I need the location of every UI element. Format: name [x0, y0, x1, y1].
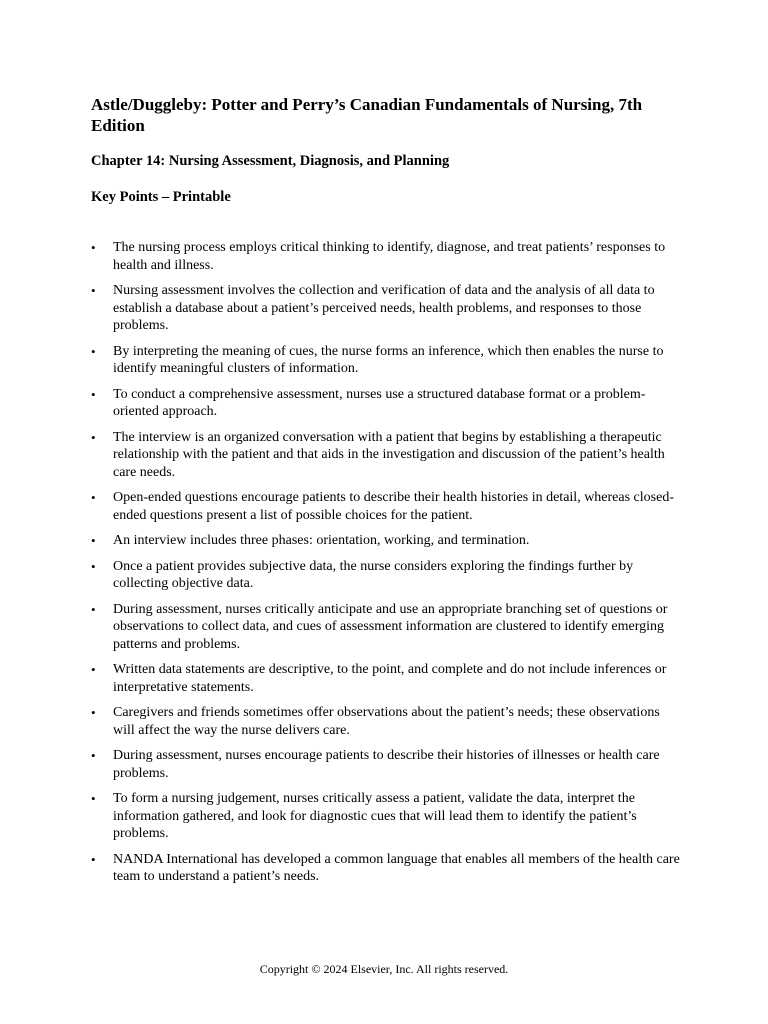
- list-item: [91, 851, 683, 886]
- bullet-icon: •: [91, 791, 96, 806]
- list-item: [91, 343, 683, 378]
- list-item: [91, 601, 683, 654]
- bullet-icon: •: [91, 748, 96, 763]
- key-point-text: Once a patient provides subjective data, the nurse considers exploring the findings further by collecting objective data.: [113, 558, 634, 591]
- list-item: [91, 532, 683, 550]
- key-point-text: Caregivers and friends sometimes offer observations about the patient’s needs; these observations will affect the way the nurse delivers care.: [113, 705, 660, 738]
- key-point-text: Written data statements are descriptive, to the point, and complete and do not include inferences or interpretative statements.: [113, 662, 667, 695]
- list-item: [91, 429, 683, 482]
- bullet-icon: •: [91, 283, 96, 298]
- list-item: [91, 704, 683, 739]
- bullet-icon: •: [91, 705, 96, 720]
- key-point-text: The nursing process employs critical thinking to identify, diagnose, and treat patients’ responses to health and illness.: [113, 240, 666, 273]
- copyright-footer: Copyright © 2024 Elsevier, Inc. All rights reserved.: [259, 962, 509, 976]
- chapter-title: Chapter 14: Nursing Assessment, Diagnosis, and Planning: [91, 153, 450, 169]
- key-point-text: The interview is an organized conversation with a patient that begins by establishing a therapeutic relationship with the patient and that aids in the investigation and discussion of the patient’s health care needs.: [113, 429, 665, 480]
- list-item: [91, 489, 683, 524]
- key-point-text: Open-ended questions encourage patients to describe their health histories in detail, whereas closed-ended questions present a list of possible choices for the patient.: [113, 490, 674, 523]
- key-point-text: To conduct a comprehensive assessment, nurses use a structured database format or a problem-oriented approach.: [113, 386, 646, 419]
- document-page: [91, 94, 683, 894]
- bullet-icon: •: [91, 558, 96, 574]
- list-item: [91, 239, 683, 274]
- list-item: [91, 282, 683, 335]
- list-item: [91, 661, 683, 696]
- bullet-icon: •: [91, 533, 96, 548]
- bullet-icon: •: [91, 429, 96, 445]
- bullet-icon: •: [91, 601, 96, 617]
- key-point-text: An interview includes three phases: orientation, working, and termination.: [113, 533, 530, 548]
- key-points-list: [91, 239, 683, 886]
- key-point-text: By interpreting the meaning of cues, the nurse forms an inference, which then enables the nurse to identify meaningful clusters of information.: [113, 343, 664, 376]
- key-point-text: NANDA International has developed a common language that enables all members of the health care team to understand a patient’s needs.: [113, 851, 680, 884]
- book-title: Astle/Duggleby: Potter and Perry’s Canadian Fundamentals of Nursing, 7th Edition: [91, 95, 643, 135]
- bullet-icon: •: [91, 343, 96, 359]
- bullet-icon: •: [91, 386, 96, 402]
- key-point-text: To form a nursing judgement, nurses critically assess a patient, validate the data, interpret the information gathered, and look for diagnostic cues that will lead them to identify the patient’s problems.: [113, 791, 637, 841]
- list-item: [91, 558, 683, 593]
- list-item: [91, 747, 683, 782]
- key-point-text: Nursing assessment involves the collection and verification of data and the analysis of all data to establish a database about a patient’s perceived needs, health problems, and responses to those problems.: [113, 283, 655, 333]
- section-title: Key Points – Printable: [91, 189, 231, 205]
- bullet-icon: •: [91, 240, 96, 255]
- key-point-text: During assessment, nurses critically anticipate and use an appropriate branching set of questions or observations to collect data, and cues of assessment information are clustered to identify emerging patterns and problems.: [113, 601, 668, 652]
- bullet-icon: •: [91, 662, 96, 677]
- list-item: [91, 790, 683, 843]
- bullet-icon: •: [91, 490, 96, 505]
- bullet-icon: •: [91, 851, 96, 867]
- key-point-text: During assessment, nurses encourage patients to describe their histories of illnesses or health care problems.: [113, 748, 660, 781]
- list-item: [91, 386, 683, 421]
